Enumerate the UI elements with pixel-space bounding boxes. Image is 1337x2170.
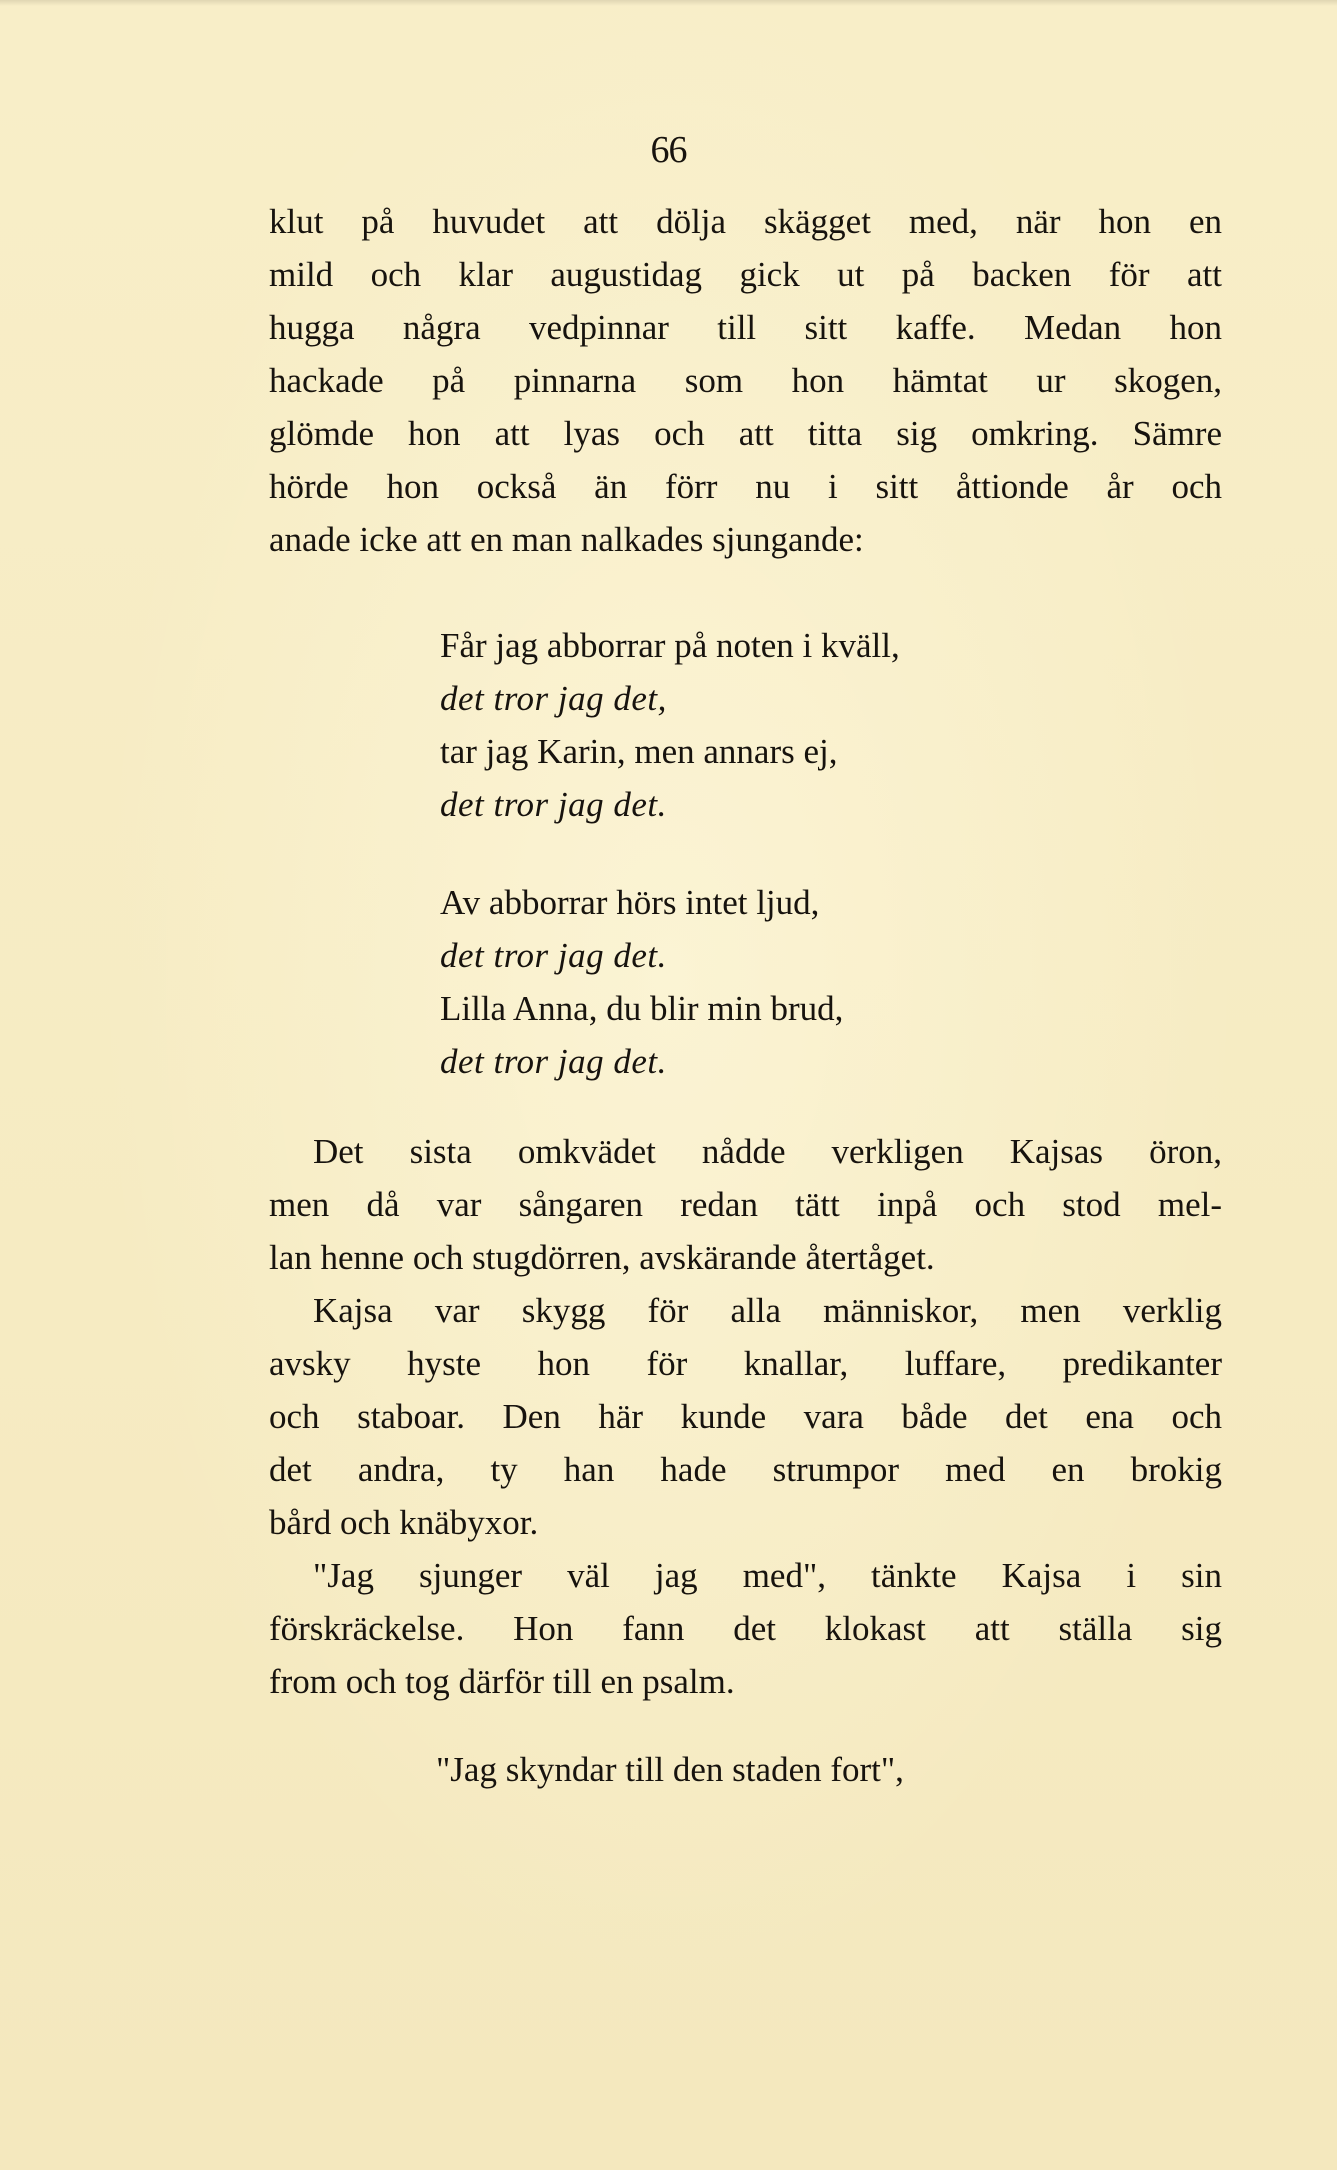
text-line: hugga några vedpinnar till sitt kaffe. Medan hon: [269, 308, 1222, 347]
verse-refrain: det tror jag det.: [440, 936, 667, 975]
text-line: anade icke att en man nalkades sjungande:: [269, 520, 864, 559]
verse-line: Lilla Anna, du blir min brud,: [440, 989, 844, 1028]
verse-refrain: det tror jag det.: [440, 1042, 667, 1081]
text-line: "Jag sjunger väl jag med", tänkte Kajsa i sin: [313, 1556, 1222, 1595]
page-number: 66: [650, 129, 687, 171]
text-line: mild och klar augustidag gick ut på backen för att: [269, 255, 1222, 294]
song-verse-1: [440, 619, 1080, 831]
body-text-lower: [269, 1125, 1222, 1708]
text-line: Kajsa var skygg för alla människor, men verklig: [313, 1291, 1222, 1330]
verse-line: Av abborrar hörs intet ljud,: [440, 883, 820, 922]
text-line: bård och knäbyxor.: [269, 1503, 539, 1542]
paragraph-2: [269, 1125, 1222, 1284]
text-line: lan henne och stugdörren, avskärande återtåget.: [269, 1238, 935, 1277]
page-top-edge: [0, 0, 1337, 6]
text-line: hackade på pinnarna som hon hämtat ur skogen,: [269, 361, 1222, 400]
text-line: förskräckelse. Hon fann det klokast att ställa sig: [269, 1609, 1222, 1648]
verse-line: Får jag abborrar på noten i kväll,: [440, 626, 900, 665]
verse-line: tar jag Karin, men annars ej,: [440, 732, 838, 771]
verse-refrain: det tror jag det,: [440, 679, 667, 718]
text-line: och staboar. Den här kunde vara både det ena och: [269, 1397, 1222, 1436]
paragraph-1: [269, 195, 1222, 566]
paragraph-3: [269, 1284, 1222, 1549]
song-verse-2: [440, 876, 1080, 1088]
text-line: klut på huvudet att dölja skägget med, när hon en: [269, 202, 1222, 241]
text-line: glömde hon att lyas och att titta sig omkring. Sämre: [269, 414, 1222, 453]
verse-refrain: det tror jag det.: [440, 785, 667, 824]
psalm-line: "Jag skyndar till den staden fort",: [436, 1750, 904, 1789]
text-line: hörde hon också än förr nu i sitt åttionde år och: [269, 467, 1222, 506]
text-line: men då var sångaren redan tätt inpå och stod mel-: [269, 1185, 1222, 1224]
text-line: det andra, ty han hade strumpor med en brokig: [269, 1450, 1222, 1489]
text-line: from och tog därför till en psalm.: [269, 1662, 735, 1701]
text-line: avsky hyste hon för knallar, luffare, predikanter: [269, 1344, 1222, 1383]
text-line: Det sista omkvädet nådde verkligen Kajsas öron,: [313, 1132, 1222, 1171]
paragraph-4: [269, 1549, 1222, 1708]
